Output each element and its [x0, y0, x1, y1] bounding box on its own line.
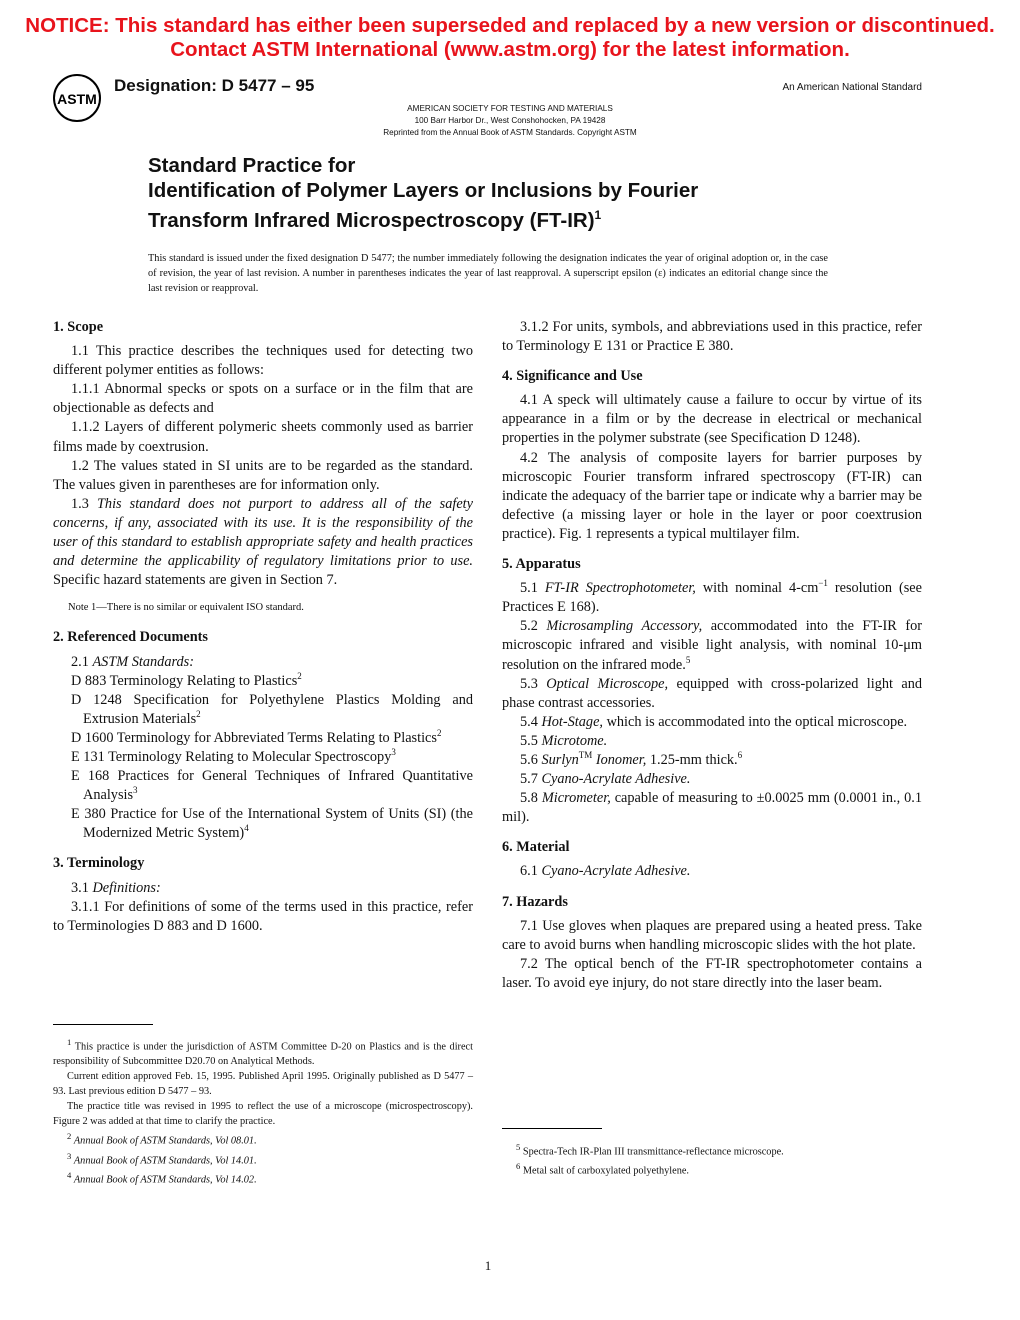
footnotes-left — [53, 1035, 473, 1188]
society-info — [200, 103, 820, 139]
para-5-5 — [502, 732, 922, 751]
fn-mark: 1 — [67, 1037, 72, 1047]
ref-text: E 380 Practice for Use of the International System of Units (SI) (the Modernized Metric System) — [71, 806, 473, 842]
footnote-5 — [502, 1140, 922, 1159]
footnote-1c: The practice title was revised in 1995 to reflect the use of a microscope (microspectroscopy). Figure 2 was added at that time to clarify the practice. — [53, 1101, 473, 1128]
footnotes-right — [502, 1140, 922, 1179]
para-1-3-num: 1.3 — [71, 495, 89, 512]
reprint-note: Reprinted from the Annual Book of ASTM Standards. Copyright ASTM — [383, 128, 637, 137]
fn-mark: 2 — [67, 1131, 72, 1142]
left-column — [53, 318, 473, 936]
fn-mark: 3 — [67, 1150, 72, 1161]
ref-text: D 1600 Terminology for Abbreviated Terms Relating to Plastics — [71, 729, 437, 746]
fn-mark: 6 — [516, 1161, 521, 1172]
italic-term: Microtome. — [541, 732, 608, 749]
society-name: AMERICAN SOCIETY FOR TESTING AND MATERIALS — [407, 104, 613, 113]
num: 5.8 — [520, 790, 538, 807]
document-title — [148, 153, 698, 233]
footnote-6 — [502, 1159, 922, 1178]
ref-item — [53, 805, 473, 843]
footnote-1b: Current edition approved Feb. 15, 1995. Published April 1995. Originally published as D 5477 – 93. Last previous edition D 5477 – 93. — [53, 1071, 473, 1098]
para-4-1: 4.1 A speck will ultimately cause a failure to occur by virtue of its appearance in a film or by the decrease in electrical or mechanical properties in the polymer substrate (see Specification D 1248). — [502, 392, 922, 447]
page-number: 1 — [484, 1258, 492, 1273]
section-1-heading: 1. Scope — [53, 319, 104, 335]
title-line-1: Standard Practice for — [148, 154, 356, 177]
fn-text: This practice is under the jurisdiction of ASTM Committee D-20 on Plastics and is the direct responsibility of Subcommittee D20.70 on Analytical Methods. — [53, 1041, 473, 1068]
italic-term: Optical Microscope, — [546, 675, 669, 692]
ref-item — [53, 729, 473, 748]
issuance-statement: This standard is issued under the fixed designation D 5477; the number immediately following the designation indicates the year of original adoption or, in the case of revision, the year of last revision. A number in parentheses indicates the year of last reapproval. A superscript epsilon (ε) indicates an editorial change since the last revision or reapproval. — [148, 253, 828, 294]
para-1-2: 1.2 The values stated in SI units are to be regarded as the standard. The values given in parentheses are for information only. — [53, 457, 473, 493]
fn-text: Spectra-Tech IR-Plan III transmittance-reflectance microscope. — [522, 1146, 784, 1158]
para-7-1: 7.1 Use gloves when plaques are prepared using a heated press. Take care to avoid burns when handling microscopic slides with the hot plate. — [502, 917, 922, 953]
section-5-heading: 5. Apparatus — [502, 556, 581, 573]
ref-text: E 131 Terminology Relating to Molecular Spectroscopy — [71, 748, 392, 765]
title-footnote-mark: 1 — [594, 208, 602, 222]
para-4-2: 4.2 The analysis of composite layers for barrier purposes by microscopic Fourier transform infrared spectroscopy (FT-IR) can indicate the adequacy of the barrier tape or indicate why a barrier may be defective (a missing layer or hole in the layer or poor coextrusion practice). Fig. 1 represents a typical multilayer film. — [502, 449, 922, 542]
trademark-sup: TM — [578, 750, 593, 761]
num: 5.2 — [520, 618, 538, 635]
ref-sup: 2 — [196, 709, 201, 720]
ref-item — [53, 767, 473, 805]
astm-logo — [52, 73, 102, 123]
note-1: Note 1—There is no similar or equivalent ISO standard. — [68, 602, 304, 614]
ref-sup: 2 — [436, 728, 442, 739]
footnote-rule-left — [53, 1024, 153, 1025]
para-3-1-2: 3.1.2 For units, symbols, and abbreviations used in this practice, refer to Terminology E 131 or Practice E 380. — [502, 319, 922, 355]
para-3-1-num: 3.1 — [71, 879, 89, 896]
para-1-3-rest: Specific hazard statements are given in Section 7. — [53, 572, 338, 589]
text: 1.25-mm thick. — [649, 751, 738, 768]
ref-text: D 1248 Specification for Polyethylene Plastics Molding and Extrusion Materials — [71, 691, 473, 727]
para-5-7 — [502, 770, 922, 789]
ref-item — [53, 691, 473, 729]
notice-line-1: NOTICE: This standard has either been superseded and replaced by a new version or discontinued. — [25, 14, 995, 37]
superseded-notice — [0, 14, 1020, 62]
section-3-heading: 3. Terminology — [53, 855, 145, 872]
num: 5.7 — [520, 771, 538, 788]
ref-text: E 168 Practices for General Techniques of Infrared Quantitative Analysis — [71, 768, 473, 804]
ref-item — [53, 748, 473, 767]
notice-line-2: Contact ASTM International (www.astm.org) for the latest information. — [170, 38, 850, 61]
italic-term: Microsampling Accessory, — [546, 618, 703, 635]
designation: Designation: D 5477 – 95 — [114, 76, 315, 95]
para-6-1 — [502, 862, 922, 881]
num: 5.5 — [520, 732, 538, 749]
num: 5.3 — [520, 675, 538, 692]
sup: −1 — [818, 578, 828, 589]
italic-term: Ionomer, — [595, 751, 647, 768]
american-national-standard-label: An American National Standard — [782, 82, 922, 93]
section-6-heading: 6. Material — [502, 839, 570, 856]
para-1-1-2: 1.1.2 Layers of different polymeric sheets commonly used as barrier films made by coextrusion. — [53, 419, 473, 455]
para-1-1-1: 1.1.1 Abnormal specks or spots on a surface or in the film that are objectionable as defects and — [53, 381, 473, 417]
fn-text: Annual Book of ASTM Standards, Vol 08.01. — [73, 1135, 257, 1147]
text: accommodated into the FT-IR for microscopic infrared and visible light analysis, with nominal 10-μm resolution on the infrared mode. — [502, 618, 922, 673]
italic-term: Cyano-Acrylate Adhesive. — [541, 771, 691, 788]
para-5-2 — [502, 617, 922, 674]
italic-term: FT-IR Spectrophotometer, — [544, 580, 696, 597]
ref-sup: 3 — [391, 747, 396, 758]
fn-mark: 5 — [516, 1142, 521, 1152]
num: 6.1 — [520, 863, 538, 880]
footnote-2 — [53, 1129, 473, 1148]
text: capable of measuring to ±0.0025 mm (0.0001 in., 0.1 mil). — [502, 790, 923, 826]
para-7-2: 7.2 The optical bench of the FT-IR spectrophotometer contains a laser. To avoid eye injury, do not stare directly into the laser beam. — [502, 955, 922, 991]
ref-text: D 883 Terminology Relating to Plastics — [71, 672, 298, 689]
text: equipped with cross-polarized light and phase contrast accessories. — [502, 675, 923, 711]
sup: 5 — [685, 654, 691, 665]
sup: 6 — [737, 750, 743, 761]
num: 5.1 — [520, 580, 538, 597]
text: with nominal 4-cm — [702, 580, 819, 597]
fn-mark: 4 — [67, 1170, 72, 1181]
logo-text: ASTM — [57, 91, 97, 107]
fn-text: Metal salt of carboxylated polyethylene. — [522, 1165, 689, 1177]
para-5-1 — [502, 579, 922, 617]
para-3-1 — [53, 879, 473, 898]
num: 5.4 — [520, 713, 538, 730]
ref-item — [53, 672, 473, 691]
italic-term: Hot-Stage, — [541, 713, 603, 730]
footnote-3 — [53, 1149, 473, 1168]
title-line-2: Identification of Polymer Layers or Inclusions by Fourier — [148, 179, 699, 202]
italic-term: Surlyn — [541, 751, 579, 768]
right-column — [502, 318, 922, 993]
para-1-1: 1.1 This practice describes the techniques used for detecting two different polymer entities as follows: — [53, 343, 473, 379]
footnote-4 — [53, 1168, 473, 1187]
para-2-1 — [53, 653, 473, 672]
italic-term: Cyano-Acrylate Adhesive. — [541, 863, 691, 880]
para-5-4 — [502, 713, 922, 732]
para-1-3 — [53, 495, 473, 590]
ref-sup: 4 — [244, 823, 249, 834]
fn-text: Annual Book of ASTM Standards, Vol 14.02. — [73, 1174, 257, 1186]
para-2-1-num: 2.1 — [71, 653, 89, 670]
text: resolution (see Practices E 168). — [502, 580, 922, 616]
title-line-3-text: Transform Infrared Microspectroscopy (FT-IR) — [148, 208, 595, 232]
para-3-1-1: 3.1.1 For definitions of some of the terms used in this practice, refer to Terminologies D 883 and D 1600. — [53, 898, 473, 934]
italic-term: Micrometer, — [541, 790, 611, 807]
ref-sup: 2 — [297, 670, 302, 681]
para-1-3-italic: This standard does not purport to address all of the safety concerns, if any, associated with its use. It is the responsibility of the user of this standard to establish appropriate safety and health practices and determine the applicability of regulatory limitations prior to use. — [53, 495, 473, 570]
ref-sup: 3 — [133, 785, 138, 796]
num: 5.6 — [520, 751, 538, 768]
footnote-1 — [53, 1035, 473, 1069]
society-address: 100 Barr Harbor Dr., West Conshohocken, PA 19428 — [414, 116, 606, 125]
para-5-3 — [502, 675, 922, 713]
para-5-8 — [502, 789, 922, 827]
section-7-heading: 7. Hazards — [502, 893, 568, 910]
text: which is accommodated into the optical microscope. — [606, 713, 908, 730]
title-line-3 — [148, 203, 698, 233]
footnote-rule-right — [502, 1128, 602, 1129]
fn-text: Annual Book of ASTM Standards, Vol 14.01. — [73, 1155, 257, 1167]
para-3-1-label: Definitions: — [92, 879, 161, 896]
section-2-heading: 2. Referenced Documents — [53, 629, 208, 646]
para-5-6 — [502, 751, 922, 770]
para-2-1-label: ASTM Standards: — [92, 653, 194, 670]
section-4-heading: 4. Significance and Use — [502, 368, 643, 385]
